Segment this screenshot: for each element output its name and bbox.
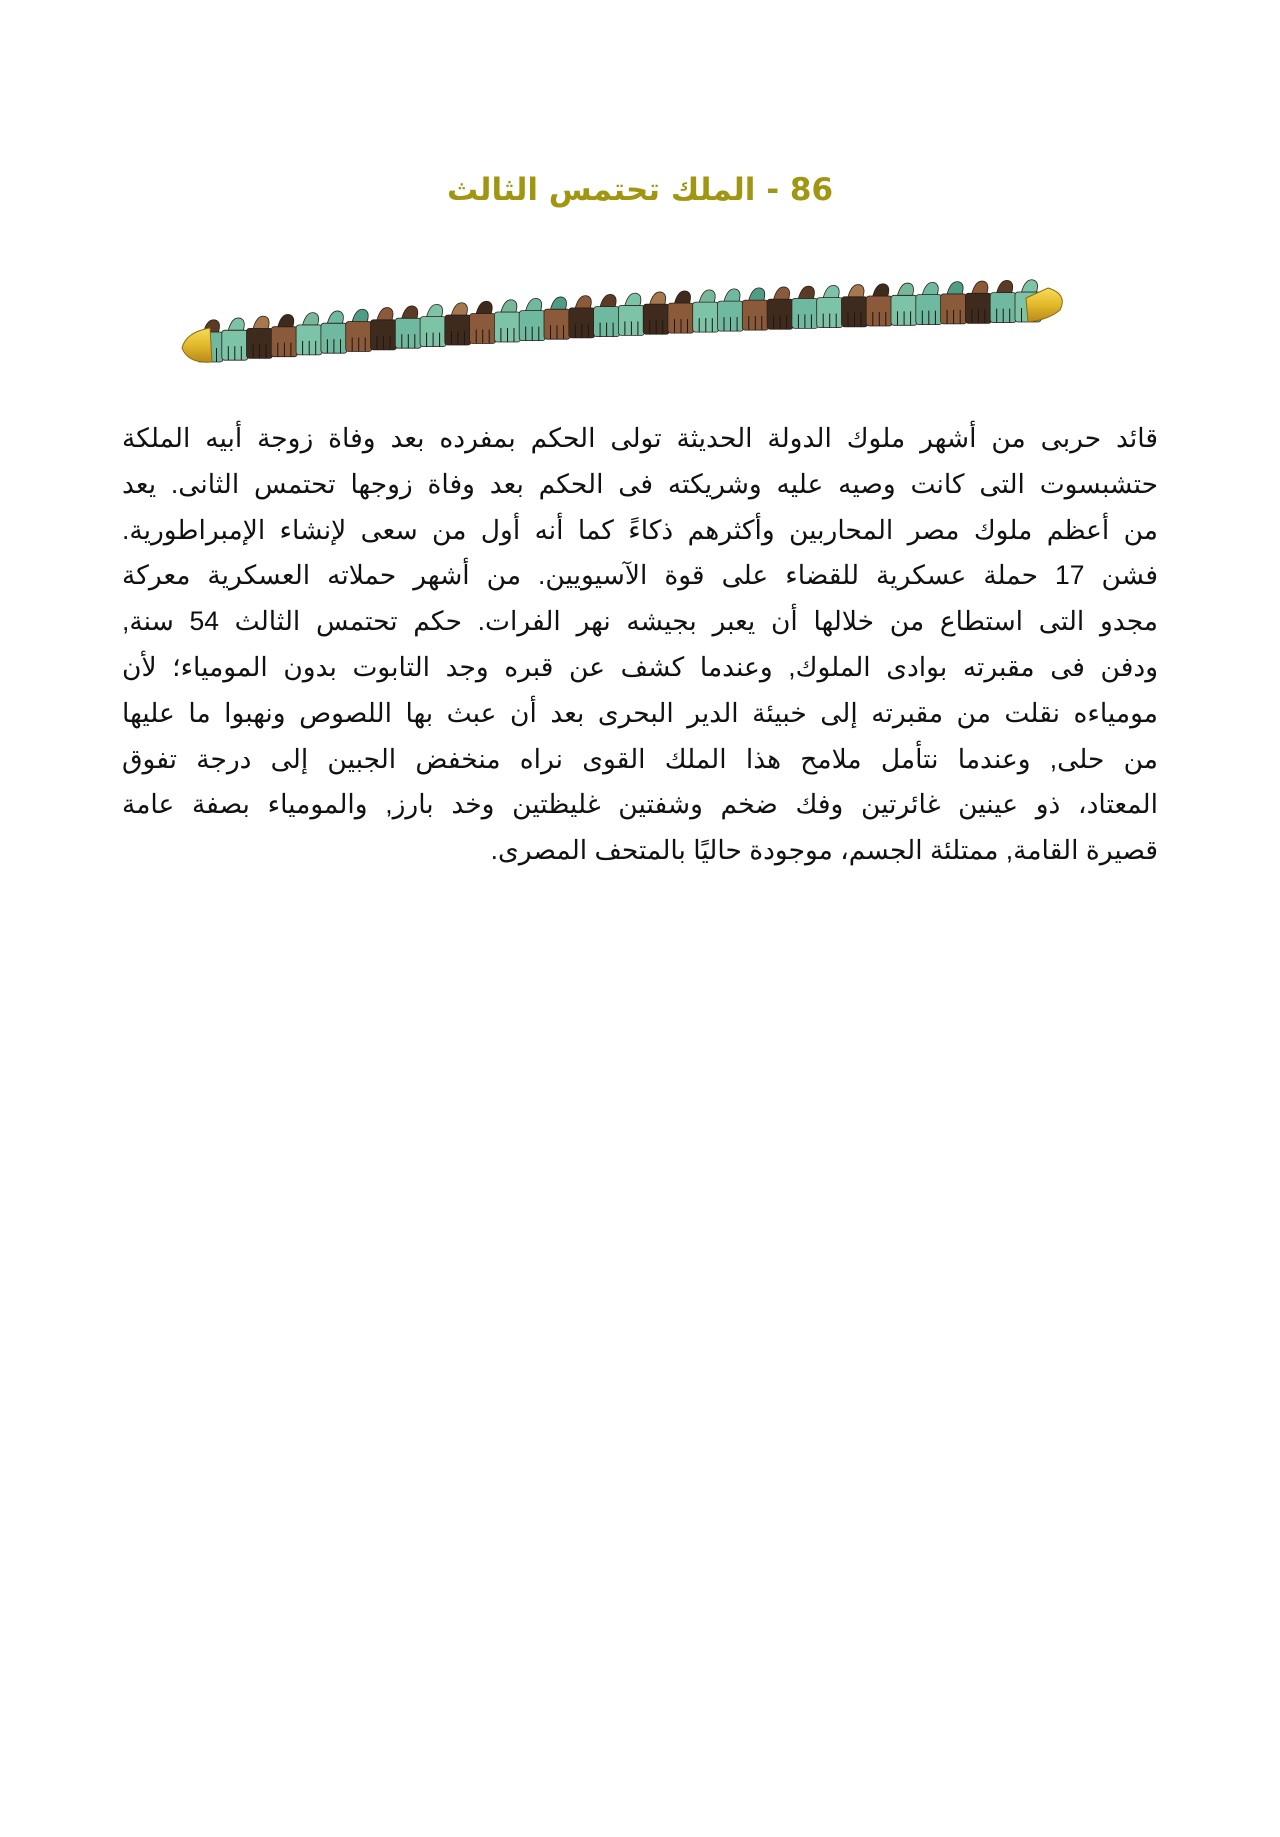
bead-figure bbox=[402, 306, 418, 318]
necklace-image bbox=[176, 270, 1064, 380]
bead-figure bbox=[377, 308, 393, 320]
page-title bbox=[0, 168, 1280, 212]
bead-figure bbox=[476, 301, 492, 313]
bead-figure bbox=[823, 285, 839, 297]
body-line: مومياءه نقلت من مقبرته إلى خبيئة الدير البحرى بعد أن عبث بها اللصوص ونهبوا ما عليها bbox=[122, 697, 1158, 728]
bead-figure bbox=[600, 294, 616, 306]
bead-figure bbox=[947, 282, 963, 294]
bead-figure bbox=[427, 304, 443, 316]
bead-figure bbox=[873, 284, 889, 296]
bead-figure bbox=[228, 318, 244, 330]
bead-figure bbox=[922, 282, 938, 294]
bead-figure bbox=[898, 283, 914, 295]
title-separator: - bbox=[766, 172, 780, 208]
body-line: المعتاد، ذو عينين غائرتين وفك ضخم وشفتين غليظتين وخد بارز, والمومياء بصفة عامة bbox=[122, 789, 1158, 820]
bead-figure bbox=[997, 280, 1013, 292]
bead-figure bbox=[625, 293, 641, 305]
body-line: قائد حربى من أشهر ملوك الدولة الحديثة تولى الحكم بمفرده بعد وفاة زوجة أبيه الملكة bbox=[122, 423, 1158, 453]
bead-figure bbox=[253, 316, 269, 328]
bead-figure bbox=[774, 287, 790, 299]
bead-figure bbox=[675, 291, 691, 303]
body-line: من حلى, وعندما نتأمل ملامح هذا الملك القوى نراه منخفض الجبين إلى درجة تفوق bbox=[122, 743, 1158, 774]
bead-figure bbox=[848, 285, 864, 297]
bead-figure bbox=[575, 296, 591, 308]
bead-figure bbox=[749, 288, 765, 300]
bead-figure bbox=[451, 303, 467, 315]
bead-figure bbox=[352, 309, 368, 321]
bead-figure bbox=[798, 286, 814, 298]
bead-figure bbox=[526, 298, 542, 310]
body-paragraph bbox=[122, 416, 1158, 874]
bead-figure bbox=[699, 290, 715, 302]
body-line: مجدو التى استطاع من خلالها أن يعبر بجيشه نهر الفرات. حكم تحتمس الثالث 54 سنة, bbox=[122, 606, 1158, 637]
body-line: قصيرة القامة, ممتلئة الجسم، موجودة حاليًا بالمتحف المصرى. bbox=[490, 835, 1158, 866]
bead-figure bbox=[650, 292, 666, 304]
bead-figure bbox=[278, 314, 294, 326]
body-line: حتشبسوت التى كانت وصيه عليه وشريكته فى الحكم بعد وفاة زوجها تحتمس الثانى. يعد bbox=[122, 468, 1158, 499]
necklace-illustration bbox=[176, 270, 1064, 380]
bead-figure bbox=[1022, 280, 1038, 292]
bead-figure bbox=[501, 300, 517, 312]
body-line: فشن 17 حملة عسكرية للقضاء على قوة الآسيويين. من أشهر حملاته العسكرية معركة bbox=[122, 560, 1158, 591]
title-text: الملك تحتمس الثالث bbox=[446, 172, 756, 208]
bead-figure bbox=[724, 289, 740, 301]
bead-figure bbox=[303, 313, 319, 325]
body-line: من أعظم ملوك مصر المحاربين وأكثرهم ذكاءً كما أنه أول من سعى لإنشاء الإمبراطورية. bbox=[122, 514, 1158, 545]
body-line: ودفن فى مقبرته بوادى الملوك, وعندما كشف عن قبره وجد التابوت بدون المومياء؛ لأن bbox=[122, 651, 1158, 682]
bead-figure bbox=[972, 281, 988, 293]
title-number: 86 bbox=[789, 172, 834, 208]
bead-figure bbox=[551, 297, 567, 309]
left-gold-cap bbox=[182, 328, 212, 362]
bead-figure bbox=[327, 311, 343, 323]
